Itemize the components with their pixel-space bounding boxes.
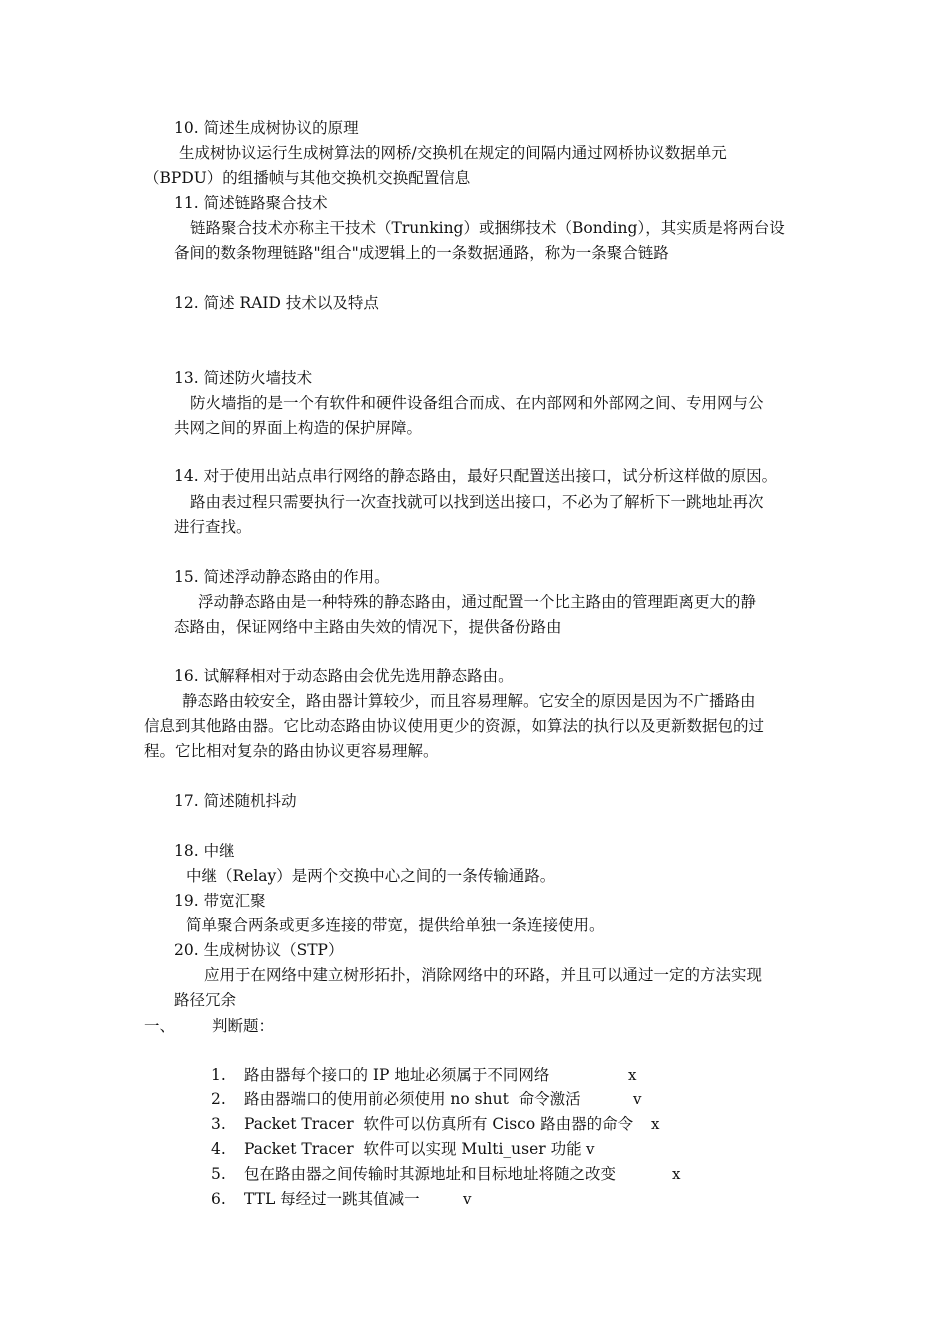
section-title: 试解释相对于动态路由会优先选用静态路由。 (203, 667, 514, 685)
judge-item-6-mark: v (463, 1190, 472, 1208)
section-title: 带宽汇聚 (203, 892, 266, 910)
section-number: 13. (174, 369, 199, 387)
judge-item-6-text: TTL 每经过一跳其值减一 (244, 1190, 420, 1208)
section-11-title (174, 193, 328, 213)
judge-item-2-mark: v (633, 1090, 642, 1108)
judge-item-3-mark: x (651, 1115, 660, 1133)
judge-item-4-text: Packet Tracer 软件可以实现 Multi_user 功能 (244, 1140, 582, 1158)
section-14-answer-line-2: 进行查找。 (174, 518, 252, 536)
section-15-title (174, 567, 390, 587)
section-title: 中继 (203, 842, 235, 860)
judge-heading-number: 一、 (144, 1017, 176, 1035)
section-14-answer-line-1: 路由表过程只需要执行一次查找就可以找到送出接口，不必为了解析下一跳地址再次 (190, 493, 764, 511)
section-18-title (174, 841, 235, 861)
section-number: 14. (174, 467, 199, 485)
judge-item-5-mark: x (672, 1165, 681, 1183)
judge-item-4-number: 4. (211, 1140, 226, 1158)
judge-item-5-number: 5. (211, 1165, 226, 1183)
judge-item-5-text: 包在路由器之间传输时其源地址和目标地址将随之改变 (244, 1165, 617, 1183)
section-title: 简述随机抖动 (203, 792, 297, 810)
judge-item-1-number: 1. (211, 1066, 226, 1084)
section-13-answer-line-2: 共网之间的界面上构造的保护屏障。 (174, 419, 423, 437)
section-14-title (174, 466, 777, 486)
section-19-title (174, 891, 266, 911)
section-number: 10. (174, 119, 199, 137)
section-title: 简述链路聚合技术 (203, 194, 328, 212)
section-15-answer-line-1: 浮动静态路由是一种特殊的静态路由，通过配置一个比主路由的管理距离更大的静 (198, 593, 757, 611)
section-16-title (174, 666, 514, 686)
section-number: 15. (174, 568, 199, 586)
judge-item-2-text: 路由器端口的使用前必须使用 no shut 命令激活 (244, 1090, 581, 1108)
section-11-answer-line-1: 链路聚合技术亦称主干技术（Trunking）或捆绑技术（Bonding），其实质是将两台设 (190, 219, 785, 237)
judge-item-3-number: 3. (211, 1115, 226, 1133)
section-10-answer-line-1: 生成树协议运行生成树算法的网桥/交换机在规定的间隔内通过网桥协议数据单元 (179, 144, 727, 162)
judge-item-1-text: 路由器每个接口的 IP 地址必须属于不同网络 (244, 1066, 550, 1084)
section-13-answer-line-1: 防火墙指的是一个有软件和硬件设备组合而成、在内部网和外部网之间、专用网与公 (190, 394, 764, 412)
section-20-title (174, 940, 343, 960)
section-10-answer-line-2: （BPDU）的组播帧与其他交换机交换配置信息 (144, 169, 471, 187)
judge-item-4-mark: v (586, 1140, 595, 1158)
section-title: 简述生成树协议的原理 (203, 119, 359, 137)
section-title: 生成树协议（STP） (203, 941, 344, 959)
section-16-answer-line-3: 程。它比相对复杂的路由协议更容易理解。 (144, 742, 439, 760)
section-20-answer-line-1: 应用于在网络中建立树形拓扑，消除网络中的环路，并且可以通过一定的方法实现 (204, 966, 763, 984)
section-number: 16. (174, 667, 199, 685)
section-title: 对于使用出站点串行网络的静态路由，最好只配置送出接口，试分析这样做的原因。 (203, 467, 778, 485)
section-number: 17. (174, 792, 199, 810)
judge-heading: 判断题： (212, 1017, 275, 1035)
judge-item-6-number: 6. (211, 1190, 226, 1208)
section-16-answer-line-2: 信息到其他路由器。它比动态路由协议使用更少的资源，如算法的执行以及更新数据包的过 (144, 717, 765, 735)
section-title: 简述浮动静态路由的作用。 (203, 568, 390, 586)
section-12-title (174, 293, 379, 313)
section-19-answer-line-1: 简单聚合两条或更多连接的带宽，提供给单独一条连接使用。 (186, 916, 605, 934)
section-11-answer-line-2: 备间的数条物理链路"组合"成逻辑上的一条数据通路，称为一条聚合链路 (174, 244, 669, 262)
section-number: 18. (174, 842, 199, 860)
section-title: 简述 RAID 技术以及特点 (203, 294, 379, 312)
section-number: 12. (174, 294, 199, 312)
section-13-title (174, 368, 312, 388)
section-number: 20. (174, 941, 199, 959)
section-number: 11. (174, 194, 199, 212)
section-16-answer-line-1: 静态路由较安全，路由器计算较少，而且容易理解。它安全的原因是因为不广播路由 (182, 692, 756, 710)
section-title: 简述防火墙技术 (203, 369, 313, 387)
section-17-title (174, 791, 297, 811)
section-10-title (174, 118, 359, 138)
judge-item-2-number: 2. (211, 1090, 226, 1108)
section-15-answer-line-2: 态路由，保证网络中主路由失效的情况下，提供备份路由 (174, 618, 562, 636)
section-20-answer-line-2: 路径冗余 (174, 991, 237, 1009)
section-18-answer-line-1: 中继（Relay）是两个交换中心之间的一条传输通路。 (186, 867, 556, 885)
section-number: 19. (174, 892, 199, 910)
judge-item-3-text: Packet Tracer 软件可以仿真所有 Cisco 路由器的命令 (244, 1115, 634, 1133)
judge-item-1-mark: x (628, 1066, 637, 1084)
